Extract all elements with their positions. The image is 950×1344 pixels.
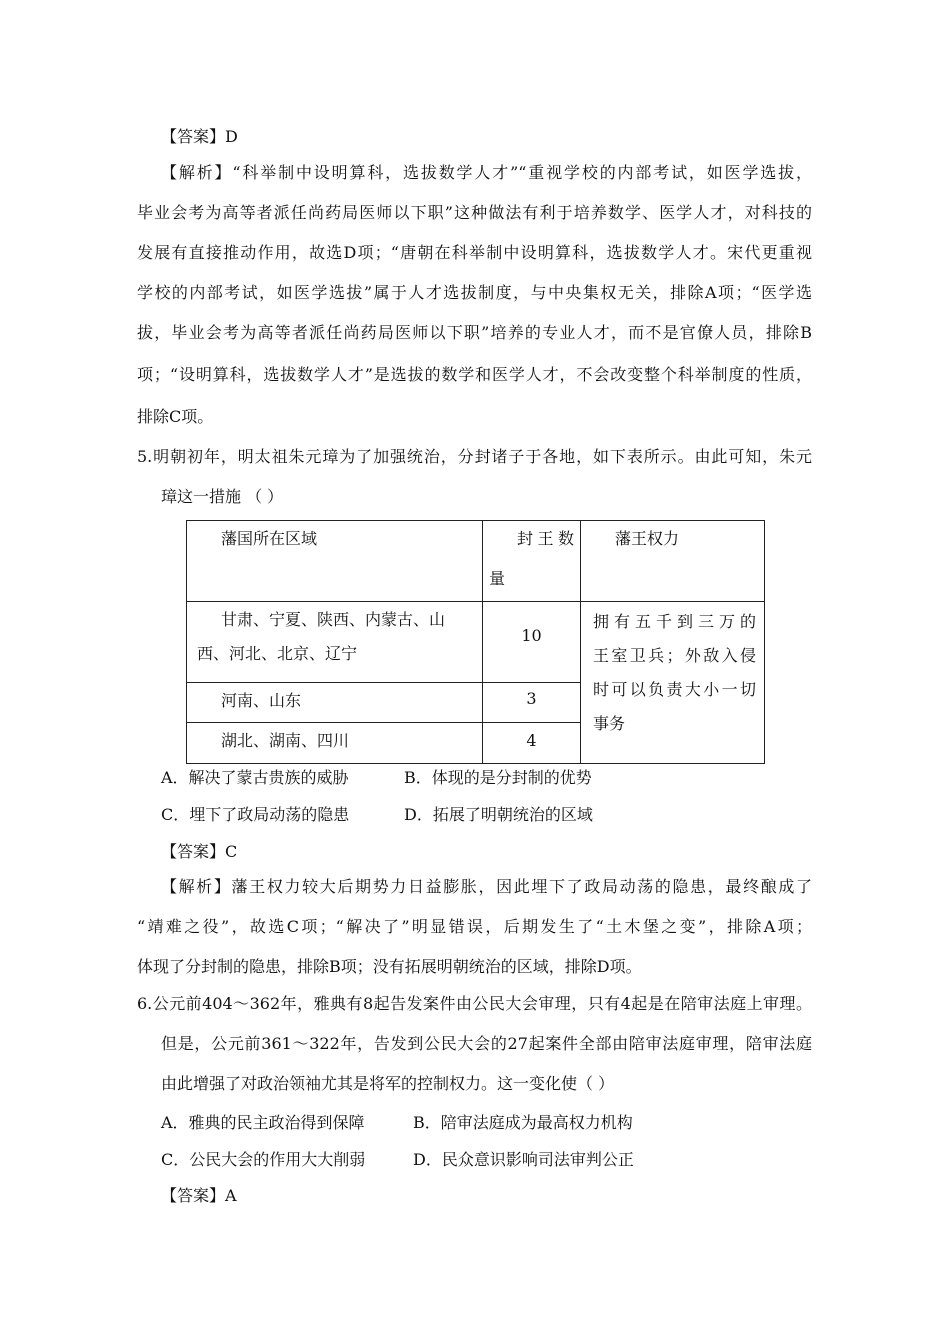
prev-analysis-line-5: 拔，毕业会考为高等者派任尚药局医师以下职”培养的专业人才，而不是官僚人员，排除B [137, 323, 812, 342]
q5-stem-line-1: 5.明朝初年，明太祖朱元璋为了加强统治，分封诸子于各地，如下表所示。由此可知，朱元 [137, 447, 812, 466]
prev-analysis-line-2: 毕业会考为高等者派任尚药局医师以下职”这种做法有利于培养数学、医学人才，对科技的 [137, 203, 812, 222]
q5-analysis-line-3: 体现了分封制的隐患，排除B项；没有拓展明朝统治的区域，排除D项。 [137, 957, 642, 976]
q5-answer: 【答案】C [161, 842, 238, 861]
q6-stem-line-3: 由此增强了对政治领袖尤其是将军的控制权力。这一变化使（ ） [161, 1074, 615, 1093]
q5-analysis-line-1: 【解析】藩王权力较大后期势力日益膨胀，因此埋下了政局动荡的隐患，最终酿成了 [161, 877, 812, 896]
table-row [187, 602, 765, 683]
q6-option-d: D．民众意识影响司法审判公正 [413, 1150, 634, 1169]
header-count-2: 量 [489, 569, 506, 588]
header-region: 藩国所在区域 [221, 529, 318, 548]
row-2-region: 河南、山东 [221, 691, 302, 710]
row-1-region-b: 西、河北、北京、辽宁 [197, 644, 358, 663]
row-3-region: 湖北、湖南、四川 [221, 731, 350, 750]
prev-analysis-line-7: 排除C项。 [137, 407, 214, 426]
q6-option-c: C．公民大会的作用大大削弱 [161, 1150, 366, 1169]
q5-option-c: C．埋下了政局动荡的隐患 [161, 805, 350, 824]
q6-stem-line-1: 6.公元前404～362年，雅典有8起告发案件由公民大会审理，只有4起是在陪审法庭上审理。 [137, 994, 812, 1013]
header-power: 藩王权力 [615, 529, 680, 548]
table-header-row [187, 521, 765, 602]
q5-option-a: A．解决了蒙古贵族的威胁 [161, 768, 349, 787]
fief-table [186, 520, 765, 764]
q6-answer: 【答案】A [161, 1186, 237, 1205]
power-line-1: 拥有五千到三万的 [593, 612, 756, 631]
q6-option-a: A．雅典的民主政治得到保障 [161, 1113, 365, 1132]
header-count-1: 封王数 [517, 529, 574, 548]
prev-analysis-line-1: 【解析】“科举制中设明算科，选拔数学人才”“重视学校的内部考试，如医学选拔， [161, 163, 812, 182]
q5-stem-line-2: 璋这一措施 （ ） [161, 487, 284, 506]
prev-analysis-line-6: 项；“设明算科，选拔数学人才”是选拔的数学和医学人才，不会改变整个科举制度的性质， [137, 365, 812, 384]
q5-analysis-line-2: “靖难之役”，故选C项；“解决了”明显错误，后期发生了“土木堡之变”，排除A项； [137, 917, 812, 936]
power-line-4: 事务 [593, 714, 626, 733]
q6-option-b: B．陪审法庭成为最高权力机构 [413, 1113, 633, 1132]
power-line-3: 时可以负责大小一切 [593, 680, 756, 699]
prev-answer: 【答案】D [161, 127, 238, 146]
q6-stem-line-2: 但是，公元前361～322年，告发到公民大会的27起案件全部由陪审法庭审理，陪审法庭 [161, 1034, 812, 1053]
row-1-region-a: 甘肃、宁夏、陕西、内蒙古、山 [221, 610, 446, 629]
row-1-count: 10 [521, 626, 542, 645]
q5-option-b: B．体现的是分封制的优势 [404, 768, 592, 787]
q5-option-d: D．拓展了明朝统治的区域 [404, 805, 593, 824]
power-line-2: 王室卫兵；外敌入侵 [593, 646, 756, 665]
row-2-count: 3 [526, 689, 537, 708]
row-3-count: 4 [526, 731, 537, 750]
prev-analysis-line-4: 学校的内部考试，如医学选拔”属于人才选拔制度，与中央集权无关，排除A项；“医学选 [137, 283, 812, 302]
prev-analysis-line-3: 发展有直接推动作用，故选D项；“唐朝在科举制中设明算科，选拔数学人才。宋代更重视 [137, 243, 812, 262]
